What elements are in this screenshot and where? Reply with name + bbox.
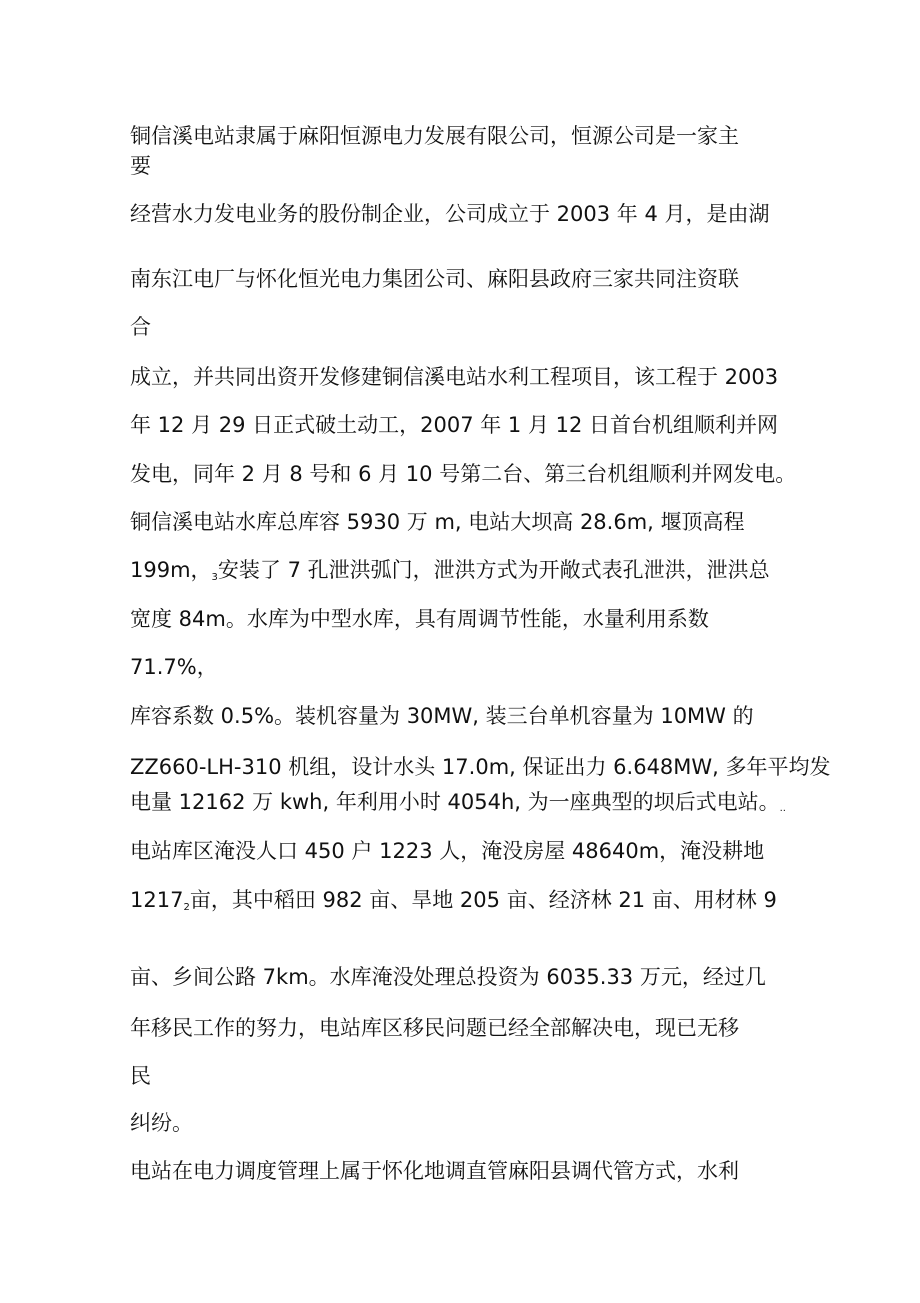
text-line: 发电，同年 2 月 8 号和 6 月 10 号第二台、第三台机组顺利并网发电。 (130, 462, 797, 486)
text-line: 年移民工作的努力，电站库区移民问题已经全部解决电，现已无移 (130, 1016, 739, 1040)
text-line: 南东江电厂与怀化恒光电力集团公司、麻阳县政府三家共同注资联 (130, 267, 739, 291)
text-line: 电站库区淹没人口 450 户 1223 人，淹没房屋 48640m，淹没耕地 (130, 839, 765, 863)
text-segment: 安装了 7 孔泄洪弧门，泄洪方式为开敞式表孔泄洪，泄洪总 (217, 558, 770, 582)
text-line: 亩、乡间公路 7km。水库淹没处理总投资为 6035.33 万元，经过几 (130, 965, 766, 989)
text-segment: 199m， (130, 558, 212, 582)
text-line: 经营水力发电业务的股份制企业，公司成立于 2003 年 4 月，是由湖 (130, 202, 770, 226)
subscript: 3 (211, 572, 218, 583)
text-line (130, 557, 790, 591)
text-line (130, 887, 790, 921)
text-line: 71.7%， (130, 655, 218, 679)
text-segment: 亩，其中稻田 982 亩、旱地 205 亩、经济林 21 亩、用材林 9 (189, 888, 777, 912)
text-line: 要 (130, 154, 151, 178)
text-line: 库容系数 0.5%。装机容量为 30MW, 装三台单机容量为 10MW 的 (130, 704, 754, 728)
subscript: 2 (183, 902, 190, 913)
text-line: 合 (130, 315, 151, 339)
text-line (130, 789, 790, 822)
text-line: 宽度 84m。水库为中型水库，具有周调节性能，水量利用系数 (130, 607, 709, 631)
text-line: 纠纷。 (130, 1111, 193, 1135)
text-segment: 1217 (130, 888, 184, 912)
stray-marks: .. (779, 803, 786, 814)
text-line: 年 12 月 29 日正式破土动工，2007 年 1 月 12 日首台机组顺利并网 (130, 413, 779, 437)
text-line: ZZ660-LH-310 机组，设计水头 17.0m, 保证出力 6.648MW, 多年平均发 (130, 755, 831, 779)
text-line: 成立，并共同出资开发修建铜信溪电站水利工程项目，该工程于 2003 (130, 365, 779, 389)
text-line: 电站在电力调度管理上属于怀化地调直管麻阳县调代管方式，水利 (130, 1159, 739, 1183)
text-line: 铜信溪电站隶属于麻阳恒源电力发展有限公司，恒源公司是一家主 (130, 124, 739, 148)
text-line: 铜信溪电站水库总库容 5930 万 m, 电站大坝高 28.6m, 堰顶高程 (130, 510, 745, 534)
text-line: 民 (130, 1064, 151, 1088)
text-segment: 电量 12162 万 kwh, 年利用小时 4054h, 为一座典型的坝后式电站。 (130, 790, 780, 814)
